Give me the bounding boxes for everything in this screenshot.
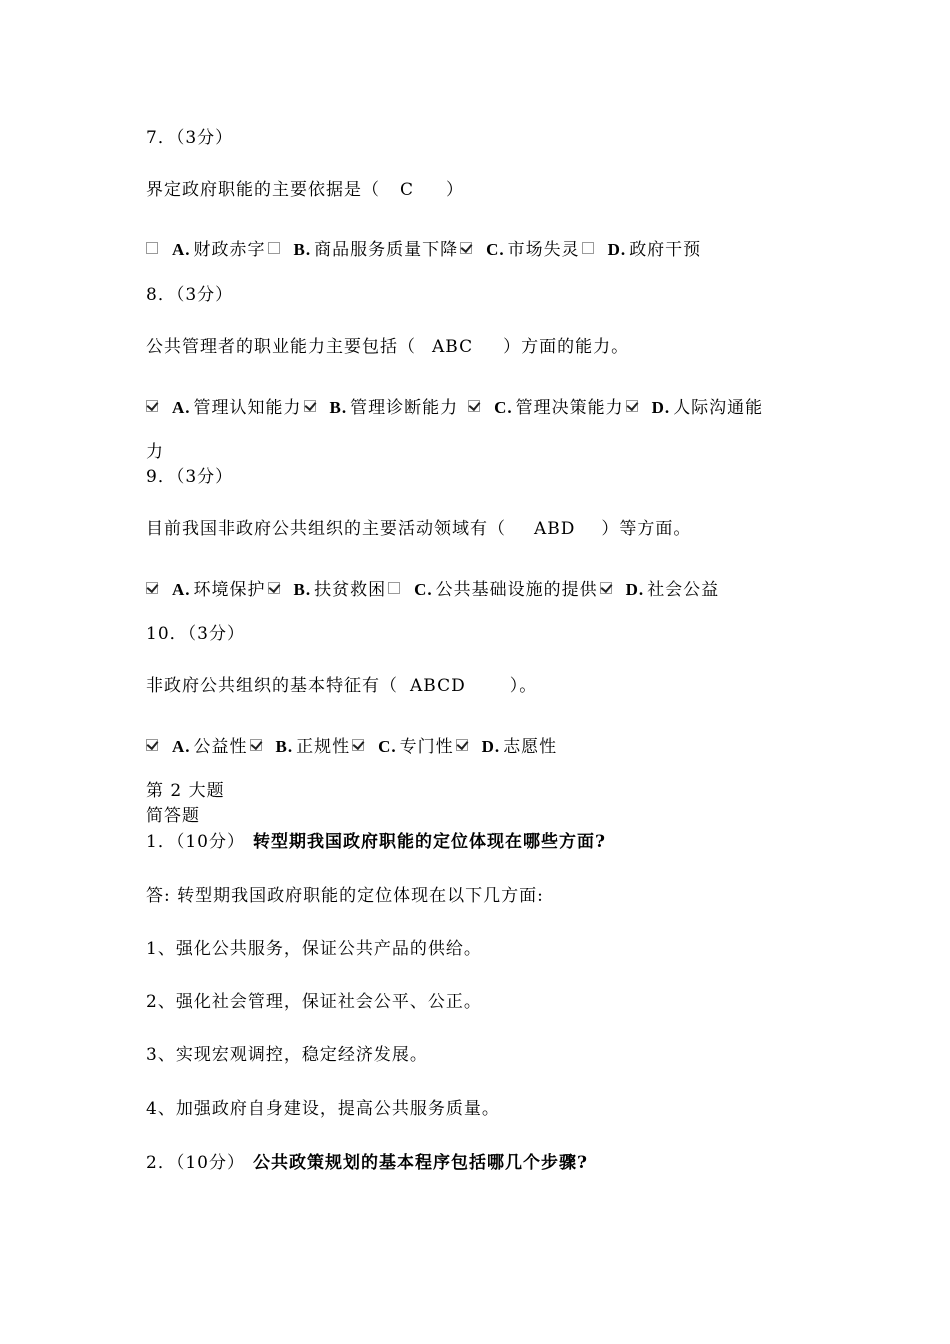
q9-option-a-checkbox[interactable]: [146, 582, 158, 594]
s1-point-1: 1、强化公共服务，保证公共产品的供给。: [146, 939, 482, 959]
q8-option-d: D. 人际沟通能: [651, 398, 764, 418]
s2-question-text: 公共政策规划的基本程序包括哪几个步骤?: [252, 1153, 588, 1173]
q10-stem-after: ）。: [509, 676, 538, 696]
q9-option-c-checkbox[interactable]: [388, 582, 400, 594]
q8-option-b-checkbox[interactable]: [304, 400, 316, 412]
q10-option-a: A. 公益性: [172, 737, 248, 757]
s1-header: 1．（10分）: [146, 832, 245, 852]
q10-header: 10．（3分）: [146, 624, 245, 644]
q8-option-b: B. 管理诊断能力: [329, 398, 459, 418]
q9-option-b-checkbox[interactable]: [268, 582, 280, 594]
q9-option-d-checkbox[interactable]: [600, 582, 612, 594]
q7-stem-after: ）: [446, 180, 465, 200]
q8-stem: [146, 337, 629, 357]
q10-option-c: C. 专门性: [378, 737, 454, 757]
q7-option-a-checkbox[interactable]: [146, 242, 158, 254]
s1-question-text: 转型期我国政府职能的定位体现在哪些方面?: [252, 832, 606, 852]
q8-option-d-wrap: 力: [146, 442, 164, 462]
q7-options: [146, 240, 703, 260]
q8-stem-after: ）方面的能力。: [503, 337, 630, 357]
q7-stem-before: 界定政府职能的主要依据是（: [146, 180, 380, 200]
q10-option-d-checkbox[interactable]: [456, 739, 468, 751]
q8-option-a: A. 管理认知能力: [172, 398, 302, 418]
q7-option-b-checkbox[interactable]: [268, 242, 280, 254]
q8-options: [146, 398, 765, 418]
q8-header: 8．（3分）: [146, 285, 234, 305]
q10-stem-before: 非政府公共组织的基本特征有（: [146, 676, 398, 696]
q7-stem: [146, 180, 464, 200]
q7-option-a: A. 财政赤字: [172, 240, 266, 260]
q10-option-d: D. 志愿性: [481, 737, 558, 757]
q9-option-c: C. 公共基础设施的提供: [414, 580, 598, 600]
q9-option-b: B. 扶贫救困: [293, 580, 387, 600]
q7-header: 7．（3分）: [146, 128, 234, 148]
q7-option-c: C. 市场失灵: [486, 240, 580, 260]
s1-point-3: 3、实现宏观调控，稳定经济发展。: [146, 1045, 428, 1065]
q8-option-c: C. 管理决策能力: [494, 398, 624, 418]
s1-point-2: 2、强化社会管理，保证社会公平、公正。: [146, 992, 482, 1012]
q8-option-d-checkbox[interactable]: [626, 400, 638, 412]
q9-stem-before: 目前我国非政府公共组织的主要活动领域有（: [146, 519, 506, 539]
q9-answer: ABD: [534, 519, 576, 539]
q7-option-c-checkbox[interactable]: [460, 242, 472, 254]
q7-answer: C: [400, 180, 415, 200]
q10-answer: ABCD: [410, 676, 466, 696]
q9-header: 9．（3分）: [146, 467, 234, 487]
s1-answer-intro: 答: 转型期我国政府职能的定位体现在以下几方面:: [146, 886, 544, 906]
section-type: 简答题: [146, 806, 200, 826]
q10-stem: [146, 676, 537, 696]
s1-point-4: 4、加强政府自身建设，提高公共服务质量。: [146, 1099, 500, 1119]
q7-option-d: D. 政府干预: [607, 240, 702, 260]
q7-option-b: B. 商品服务质量下降: [293, 240, 459, 260]
q10-option-b: B. 正规性: [275, 737, 351, 757]
s1-question: [146, 832, 606, 852]
q10-options: [146, 737, 559, 757]
q9-option-d: D. 社会公益: [625, 580, 720, 600]
q8-answer: ABC: [432, 337, 474, 357]
q9-stem: [146, 519, 691, 539]
q8-stem-before: 公共管理者的职业能力主要包括（: [146, 337, 416, 357]
q9-stem-after: ）等方面。: [601, 519, 692, 539]
q7-option-d-checkbox[interactable]: [582, 242, 594, 254]
s2-header: 2．（10分）: [146, 1153, 245, 1173]
q8-option-a-checkbox[interactable]: [146, 400, 158, 412]
q9-option-a: A. 环境保护: [172, 580, 266, 600]
section-title: 第 2 大题: [146, 781, 225, 801]
q8-option-c-checkbox[interactable]: [468, 400, 480, 412]
q9-options: [146, 580, 721, 600]
q10-option-c-checkbox[interactable]: [352, 739, 364, 751]
s2-question: [146, 1153, 588, 1173]
q10-option-b-checkbox[interactable]: [250, 739, 262, 751]
q10-option-a-checkbox[interactable]: [146, 739, 158, 751]
